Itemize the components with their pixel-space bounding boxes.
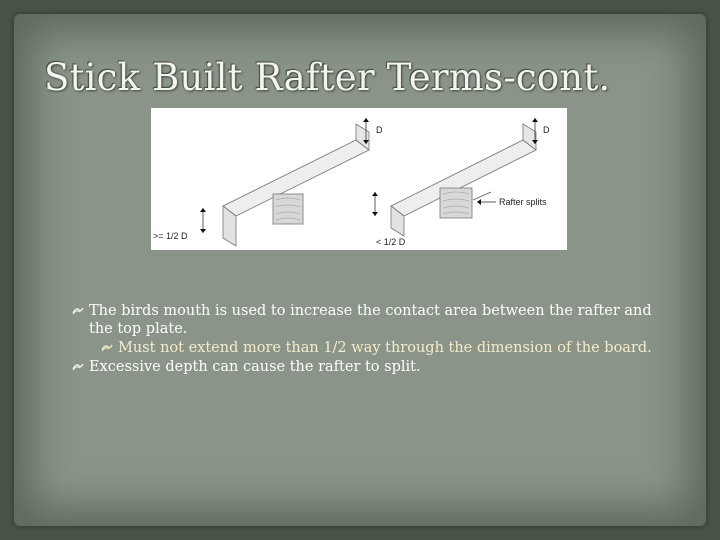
- bullet-item: [72, 302, 672, 338]
- right-rafter: [372, 118, 538, 236]
- sub-bullet-item: [101, 339, 672, 357]
- rafter-diagram: [151, 108, 567, 250]
- bullet-icon: [72, 306, 84, 315]
- left-rafter: [200, 118, 369, 246]
- bullet-icon: [72, 362, 84, 371]
- bullet-icon: [101, 343, 113, 352]
- bullet-text: The birds mouth is used to increase the contact area between the rafter and the top plate.: [89, 303, 652, 337]
- left-depth-label: >= 1/2 D: [153, 231, 188, 241]
- dim-label-right: D: [543, 125, 550, 135]
- slide-title: Stick Built Rafter Terms-cont.: [44, 56, 611, 99]
- dim-label-left: D: [376, 125, 383, 135]
- right-depth-label: < 1/2 D: [376, 237, 406, 247]
- bullet-item: [72, 358, 672, 376]
- rafter-diagram-svg: [151, 108, 567, 250]
- split-label: Rafter splits: [499, 197, 547, 207]
- sub-bullet-text: Must not extend more than 1/2 way through the dimension of the board.: [118, 340, 652, 356]
- bullet-text: Excessive depth can cause the rafter to split.: [89, 359, 421, 375]
- bullet-list: [72, 302, 672, 377]
